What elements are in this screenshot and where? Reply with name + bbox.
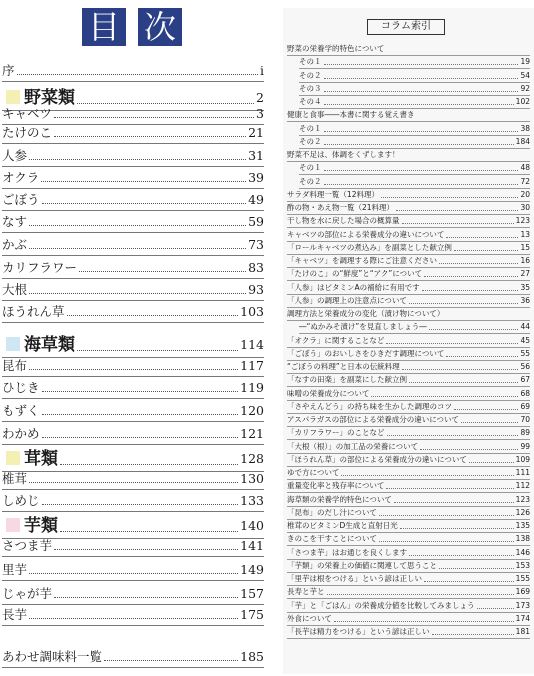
- toc-section-heading: [2, 516, 264, 539]
- column-entry: [287, 256, 530, 268]
- column-entry-label: 「芋類」の栄養上の価値に関連して思うこと: [287, 560, 437, 570]
- leader-dots: [446, 237, 518, 238]
- leader-dots: [409, 382, 518, 383]
- toc-entry-page: 133: [240, 493, 264, 508]
- column-entry: [287, 495, 530, 507]
- toc-entry-page: 149: [240, 562, 264, 577]
- column-entry-page: 72: [520, 176, 530, 186]
- column-entry: [287, 216, 530, 228]
- column-entry-page: 99: [520, 441, 530, 451]
- leader-dots: [402, 369, 519, 370]
- leader-dots: [60, 464, 238, 465]
- leader-dots: [334, 621, 514, 622]
- column-entry-page: 173: [515, 600, 530, 610]
- section-color-marker: [6, 90, 20, 104]
- leader-dots: [432, 634, 514, 635]
- toc-entry-page: 119: [240, 380, 264, 395]
- column-entry-page: 27: [520, 269, 530, 279]
- column-entry: [287, 269, 530, 281]
- column-entry-page: 68: [520, 388, 530, 398]
- leader-dots: [42, 504, 239, 505]
- column-entry: [287, 243, 530, 255]
- toc-entry-page: 120: [240, 403, 264, 418]
- column-entry: [287, 44, 530, 56]
- leader-dots: [429, 329, 519, 330]
- column-entry: [299, 124, 530, 136]
- section-color-marker: [6, 518, 20, 532]
- leader-dots: [77, 103, 254, 104]
- title-char-2: 次: [138, 8, 182, 46]
- toc-entry-label: 大根: [2, 282, 28, 297]
- column-entry: [287, 349, 530, 361]
- toc-entry: [2, 403, 264, 422]
- toc-entry-label: さつま芋: [2, 538, 53, 553]
- toc-entry: [2, 380, 264, 399]
- column-entry-label: 長寿と芋と: [287, 587, 325, 597]
- toc-entry: [2, 586, 264, 605]
- leader-dots: [67, 315, 239, 316]
- column-entry-label: 調理方法と栄養成分の変化（漬け物について）: [287, 309, 445, 318]
- column-entry-label: 「カリフラワー」のことなど: [287, 428, 385, 438]
- column-entry: [287, 587, 530, 599]
- toc-entry-label: しめじ: [2, 493, 40, 508]
- column-entry-page: 56: [520, 362, 530, 371]
- leader-dots: [324, 78, 519, 79]
- column-entry-label: 「ほうれん草」の部位による栄養成分の違いについて: [287, 454, 467, 464]
- toc-section-heading: [2, 335, 264, 358]
- leader-dots: [400, 528, 514, 529]
- leader-dots: [420, 449, 518, 450]
- column-entry-label: 海草類の栄養学的特色について: [287, 494, 392, 504]
- column-entry-label: 味噌の栄養成分について: [287, 388, 370, 398]
- column-entry-label: 健康と食事――本書に関する覚え書き: [287, 110, 415, 120]
- column-entry-page: 67: [520, 375, 530, 385]
- leader-dots: [324, 91, 519, 92]
- toc-entry-page: 73: [248, 237, 264, 252]
- column-entry: [299, 137, 530, 149]
- column-entry: [287, 203, 530, 215]
- column-entry-label: その２: [299, 176, 322, 186]
- column-entry: [287, 190, 530, 202]
- column-entry: [287, 508, 530, 520]
- column-entry-page: 169: [515, 587, 530, 597]
- leader-dots: [394, 502, 514, 503]
- column-entry-page: 146: [515, 547, 530, 557]
- leader-dots: [402, 223, 514, 224]
- leader-dots: [324, 104, 514, 105]
- leader-dots: [42, 437, 239, 438]
- leader-dots: [454, 409, 518, 410]
- leader-dots: [461, 422, 518, 423]
- leader-dots: [409, 303, 519, 304]
- column-entry-page: 123: [515, 494, 530, 504]
- leader-dots: [327, 594, 514, 595]
- toc-entry-page: 2: [256, 90, 264, 105]
- column-entry: [287, 110, 530, 122]
- leader-dots: [29, 369, 238, 370]
- column-entry-label: 重量変化率と残存率について: [287, 481, 385, 491]
- column-entry-page: 15: [520, 242, 530, 252]
- column-entry-label: 野菜不足は、体調をくずします！: [287, 150, 400, 159]
- column-entry-page: 36: [520, 295, 530, 305]
- toc-entry: [2, 649, 264, 668]
- toc-entry-label: わかめ: [2, 426, 40, 441]
- leader-dots: [396, 210, 518, 211]
- toc-entry-page: 141: [240, 538, 264, 553]
- column-entry: [287, 428, 530, 440]
- column-entry-label: アスパラガスの部位による栄養成分の違いについて: [287, 415, 460, 424]
- column-entry-page: 92: [520, 83, 530, 93]
- column-entry-label: その１: [299, 163, 322, 173]
- toc-entry-page: 117: [240, 358, 264, 373]
- column-entry-page: 13: [520, 229, 530, 239]
- leader-dots: [341, 475, 513, 476]
- toc-entry: [2, 358, 264, 377]
- column-entry-page: 111: [515, 468, 530, 477]
- column-entry: [287, 336, 530, 348]
- toc-entry: [2, 562, 264, 581]
- column-entry: [287, 455, 530, 467]
- toc-entry-page: 21: [248, 125, 264, 140]
- toc-section-heading: [2, 449, 264, 472]
- column-entry: [287, 574, 530, 586]
- column-entry-label: その２: [299, 136, 322, 146]
- leader-dots: [29, 482, 238, 483]
- toc-entry-page: 114: [240, 337, 264, 352]
- column-entry: [299, 97, 530, 109]
- column-entry: [299, 84, 530, 96]
- column-entry: [287, 375, 530, 387]
- column-entry: [287, 283, 530, 295]
- column-entry-label: 「長芋は精力をつける」という諺は正しい: [287, 627, 430, 636]
- toc-entry-page: 59: [248, 214, 264, 229]
- toc-entry-label: キャベツ: [2, 106, 53, 121]
- leader-dots: [477, 608, 514, 609]
- toc-entry-page: 93: [248, 282, 264, 297]
- leader-dots: [469, 462, 514, 463]
- column-entry-label: 椎茸のビタミンD生成と直射日光: [287, 521, 398, 530]
- toc-entry-page: 83: [248, 260, 264, 275]
- toc-entry-page: 103: [240, 304, 264, 319]
- column-entry: [287, 362, 530, 374]
- column-entry-page: 123: [515, 216, 530, 226]
- toc-entry-label: カリフラワー: [2, 260, 78, 275]
- leader-dots: [324, 144, 514, 145]
- column-entry: [287, 481, 530, 493]
- leader-dots: [17, 74, 258, 75]
- column-entry-page: 55: [520, 348, 530, 358]
- toc-entry-label: あわせ調味料一覧: [2, 649, 103, 664]
- toc-entry-label: もずく: [2, 403, 40, 418]
- column-entry-label: 「人参」の調理上の注意点について: [287, 295, 407, 305]
- leader-dots: [29, 225, 246, 226]
- leader-dots: [387, 435, 519, 436]
- leader-dots: [42, 391, 239, 392]
- leader-dots: [324, 170, 519, 171]
- leader-dots: [379, 541, 514, 542]
- toc-entry-label: 里芋: [2, 562, 28, 577]
- column-entry: [287, 561, 530, 573]
- leader-dots: [29, 159, 246, 160]
- section-color-marker: [6, 337, 20, 351]
- toc-entry: [2, 304, 264, 323]
- toc-entry-page: 128: [240, 451, 264, 466]
- column-entry-page: 174: [515, 613, 530, 623]
- column-entry-label: その４: [299, 97, 322, 106]
- toc-entry-label: ほうれん草: [2, 304, 65, 319]
- toc-entry-page: 49: [248, 192, 264, 207]
- column-entry: [299, 71, 530, 83]
- column-entry-label: 野菜の栄養学的特色について: [287, 44, 385, 53]
- toc-entry: [2, 282, 264, 301]
- column-index-title: コラム索引: [367, 19, 445, 35]
- leader-dots: [386, 343, 518, 344]
- leader-dots: [54, 597, 238, 598]
- column-entry-label: その３: [299, 83, 322, 93]
- toc-entry: [2, 148, 264, 167]
- column-entry-page: 102: [515, 97, 530, 106]
- leader-dots: [41, 181, 246, 182]
- leader-dots: [29, 293, 246, 294]
- toc-entry-label: なす: [2, 214, 28, 229]
- leader-dots: [29, 248, 246, 249]
- leader-dots: [29, 618, 238, 619]
- column-entry: [287, 534, 530, 546]
- column-entry-label: 「ロールキャベツの煮込み」を副菜とした献立例: [287, 242, 452, 252]
- toc-entry: [2, 214, 264, 233]
- column-entry-page: 38: [520, 123, 530, 133]
- column-entry-page: 16: [520, 256, 530, 265]
- column-entry-label: 「里芋は根をつける」という諺は正しい: [287, 574, 422, 583]
- column-entry-label: その１: [299, 123, 322, 133]
- leader-dots: [60, 531, 238, 532]
- leader-dots: [324, 184, 519, 185]
- toc-entry-label: たけのこ: [2, 125, 53, 140]
- page-title: [82, 8, 182, 46]
- column-entry-page: 19: [520, 57, 530, 67]
- column-entry: [287, 309, 530, 321]
- column-entry: [287, 415, 530, 427]
- leader-dots: [379, 515, 514, 516]
- column-entry-page: 20: [520, 189, 530, 199]
- column-entry: [287, 402, 530, 414]
- column-entry-label: 「昆布」のだし汁について: [287, 507, 377, 517]
- column-entry: [287, 521, 530, 533]
- leader-dots: [409, 555, 514, 556]
- column-entry-page: 109: [515, 454, 530, 464]
- leader-dots: [42, 203, 247, 204]
- toc-entry-page: 39: [248, 170, 264, 185]
- toc-entry: [2, 493, 264, 512]
- column-entry-page: 69: [520, 401, 530, 411]
- column-entry: [287, 468, 530, 480]
- column-entry-label: 「さつま芋」はお通じを良くします: [287, 547, 407, 557]
- column-entry-page: 89: [520, 428, 530, 438]
- column-entry-label: 酢の物・あえ物一覧（21料理）: [287, 203, 395, 212]
- toc-entry: [2, 426, 264, 445]
- column-entry-page: 153: [515, 560, 530, 570]
- column-index: [283, 0, 534, 676]
- leader-dots: [424, 581, 514, 582]
- toc-entry-label: 人参: [2, 148, 28, 163]
- column-entry: [287, 150, 530, 162]
- column-entry-page: 48: [520, 163, 530, 173]
- column-entry-label: ―“ぬかみそ漬け”を見直しましょう―: [299, 322, 427, 332]
- leader-dots: [79, 271, 246, 272]
- toc-entry: [2, 471, 264, 490]
- column-entry-page: 45: [520, 335, 530, 345]
- column-entry: [299, 163, 530, 175]
- toc-entry-page: 31: [248, 148, 264, 163]
- leader-dots: [439, 263, 518, 264]
- toc-entry-label: 序: [2, 63, 15, 78]
- leader-dots: [386, 488, 513, 489]
- column-entry-label: その２: [299, 70, 322, 80]
- column-entry-page: 135: [515, 521, 530, 530]
- toc-entry-label: 海草類: [2, 335, 77, 355]
- title-char-1: 目: [82, 8, 126, 46]
- toc-entry: [2, 125, 264, 144]
- toc-entry-label: 椎茸: [2, 471, 28, 486]
- column-entry-label: 「なすの田楽」を副菜にした献立例: [287, 375, 407, 385]
- leader-dots: [324, 64, 519, 65]
- column-entry-page: 155: [515, 574, 530, 583]
- toc-entry-label: ひじき: [2, 380, 40, 395]
- column-entry-label: 「オクラ」に関することなど: [287, 335, 385, 345]
- toc-entry: [2, 260, 264, 279]
- leader-dots: [77, 350, 238, 351]
- column-entry-label: 「芋」と「ごはん」の栄養成分値を比較してみましょう: [287, 600, 475, 610]
- toc-entry: [2, 607, 264, 626]
- column-entry-label: キャベツの部位による栄養成分の違いについて: [287, 229, 445, 239]
- toc-entry-page: 185: [240, 649, 264, 664]
- toc-entry: [2, 63, 264, 82]
- column-entry-label: 干し物を水に戻した場合の概算量: [287, 216, 400, 226]
- leader-dots: [446, 356, 518, 357]
- leader-dots: [422, 290, 519, 291]
- column-entry-label: “ごぼうの料理”と日本の伝統料理: [287, 362, 400, 371]
- column-entry: [299, 57, 530, 69]
- toc-entry-label: 茸類: [2, 449, 60, 469]
- leader-dots: [104, 660, 238, 661]
- toc-entry-page: i: [260, 63, 264, 78]
- toc-entry: [2, 192, 264, 211]
- toc-entry-page: 175: [240, 607, 264, 622]
- leader-dots: [324, 131, 519, 132]
- leader-dots: [424, 276, 518, 277]
- column-entry-page: 184: [515, 136, 530, 146]
- leader-dots: [381, 197, 518, 198]
- column-entry: [287, 296, 530, 308]
- toc-entry: [2, 538, 264, 557]
- column-entry-label: 外食について: [287, 613, 332, 623]
- leader-dots: [29, 573, 238, 574]
- column-entry-page: 126: [515, 507, 530, 517]
- toc-entry-page: 121: [240, 426, 264, 441]
- column-entry-label: 「さやえんどう」の持ち味を生かした調理のコツ: [287, 401, 452, 411]
- leader-dots: [454, 250, 519, 251]
- column-entry: [299, 322, 530, 334]
- toc-entry: [2, 106, 264, 125]
- column-entry: [287, 230, 530, 242]
- toc-entry-page: 140: [240, 518, 264, 533]
- column-entry-page: 54: [520, 70, 530, 80]
- column-entry-label: 「人参」はビタミンAの補給に有用です: [287, 282, 420, 292]
- toc-entry-label: 野菜類: [2, 88, 77, 108]
- column-entry-label: 「ごぼう」のおいしさをひきだす調理について: [287, 348, 445, 358]
- column-entry: [287, 614, 530, 626]
- column-entry-page: 44: [520, 322, 530, 332]
- leader-dots: [54, 117, 254, 118]
- column-entry-page: 35: [520, 282, 530, 292]
- column-entry-label: きのこを干すことについて: [287, 534, 377, 544]
- column-entry: [287, 548, 530, 560]
- toc-entry-page: 157: [240, 586, 264, 601]
- column-entry-label: 「大根（根）」の加工品の栄養について: [287, 441, 419, 451]
- toc-entry-label: 芋類: [2, 516, 60, 536]
- toc-entry-label: 昆布: [2, 358, 28, 373]
- column-entry-label: ゆで方について: [287, 468, 340, 477]
- leader-dots: [54, 549, 238, 550]
- column-entry: [287, 627, 530, 639]
- toc-entry-label: ごぼう: [2, 192, 40, 207]
- column-entry-label: サラダ料理一覧（12料理）: [287, 189, 379, 199]
- toc-entry: [2, 237, 264, 256]
- column-entry: [287, 389, 530, 401]
- toc-entry-page: 130: [240, 471, 264, 486]
- column-entry-page: 112: [515, 481, 530, 491]
- column-entry: [287, 442, 530, 454]
- toc-entry-page: 3: [256, 106, 264, 121]
- column-entry-label: 「キャベツ」を調理する際にご注意ください: [287, 256, 437, 265]
- leader-dots: [42, 414, 239, 415]
- toc-entry-label: オクラ: [2, 170, 40, 185]
- toc-entry: [2, 170, 264, 189]
- column-entry-label: 「たけのこ」の“鮮度”と“アク”について: [287, 269, 423, 279]
- column-entry: [287, 601, 530, 613]
- column-entry-page: 181: [515, 627, 530, 636]
- column-entry-page: 70: [520, 415, 530, 424]
- toc-entry-label: かぶ: [2, 237, 28, 252]
- toc-entry-label: じゃが芋: [2, 586, 53, 601]
- column-entry-page: 30: [520, 203, 530, 212]
- leader-dots: [371, 396, 518, 397]
- column-entry-label: その１: [299, 57, 322, 67]
- section-color-marker: [6, 451, 20, 465]
- column-entry: [299, 177, 530, 189]
- leader-dots: [439, 568, 514, 569]
- leader-dots: [54, 136, 246, 137]
- column-entry-page: 138: [515, 534, 530, 544]
- toc-entry-label: 長芋: [2, 607, 28, 622]
